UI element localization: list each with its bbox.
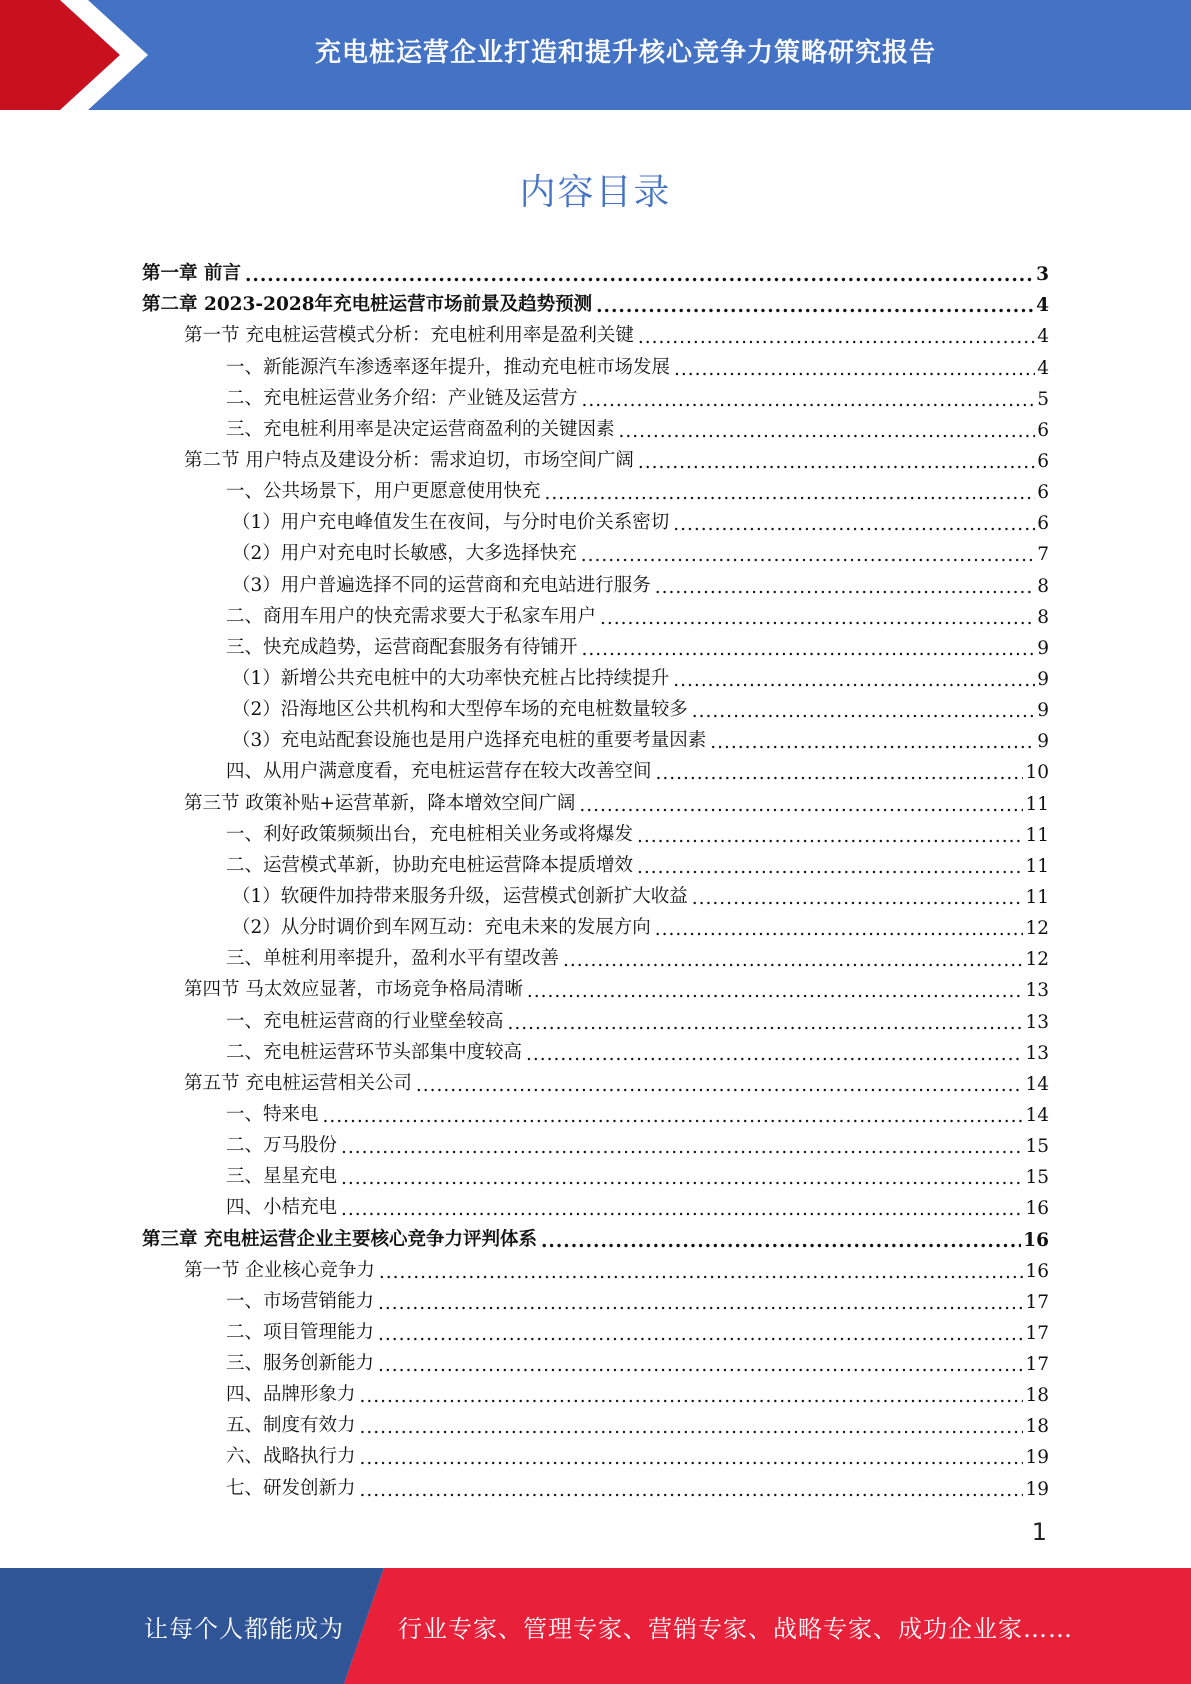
toc-entry-label: （3）充电站配套设施也是用户选择充电桩的重要考量因素 [232, 730, 707, 752]
toc-entry-label: 一、充电桩运营商的行业壁垒较高 [226, 1010, 504, 1032]
toc-leader-dots [596, 291, 1034, 313]
toc-entry[interactable] [142, 1064, 1049, 1095]
toc-entry-label: （2）沿海地区公共机构和大型停车场的充电桩数量较多 [232, 699, 688, 721]
toc-entry[interactable] [142, 1033, 1049, 1064]
toc-leader-dots [600, 603, 1035, 625]
toc-entry-page: 14 [1025, 1073, 1049, 1095]
toc-entry-label: （2）从分时调价到车网互动：充电未来的发展方向 [232, 917, 651, 939]
toc-entry-page: 10 [1025, 762, 1049, 784]
toc-entry[interactable] [142, 1375, 1049, 1406]
toc-leader-dots [692, 883, 1024, 905]
toc-entry-page: 8 [1037, 575, 1049, 597]
toc-entry[interactable] [142, 815, 1049, 846]
toc-entry-page: 16 [1023, 1229, 1049, 1251]
toc-entry[interactable] [142, 659, 1049, 690]
table-of-contents [142, 254, 1049, 1500]
toc-leader-dots [527, 976, 1024, 998]
toc-leader-dots [673, 509, 1035, 531]
toc-leader-dots [674, 354, 1035, 376]
toc-entry-label: 二、项目管理能力 [226, 1321, 375, 1343]
toc-entry[interactable] [142, 441, 1049, 472]
toc-leader-dots [692, 696, 1035, 718]
toc-entry-page: 14 [1025, 1104, 1049, 1126]
toc-entry[interactable] [142, 970, 1049, 1001]
toc-entry-page: 16 [1025, 1260, 1049, 1282]
toc-entry[interactable] [142, 285, 1049, 316]
toc-leader-dots [710, 727, 1035, 749]
toc-entry-page: 3 [1036, 264, 1049, 286]
toc-entry-label: 第三章 充电桩运营企业主要核心竞争力评判体系 [142, 1228, 537, 1250]
toc-entry-page: 13 [1025, 980, 1049, 1002]
header-arrow-decoration [0, 0, 150, 110]
toc-entry[interactable] [142, 1282, 1049, 1313]
toc-entry-page: 11 [1025, 824, 1049, 846]
toc-entry-page: 19 [1025, 1478, 1049, 1500]
toc-entry-page: 4 [1036, 295, 1049, 317]
toc-entry[interactable] [142, 846, 1049, 877]
toc-entry-label: 四、从用户满意度看，充电桩运营存在较大改善空间 [226, 761, 652, 783]
toc-leader-dots [582, 385, 1036, 407]
toc-entry-label: 一、公共场景下，用户更愿意使用快充 [226, 481, 541, 503]
footer-slogan-left: 让每个人都能成为 [144, 1614, 344, 1643]
toc-entry[interactable] [142, 1313, 1049, 1344]
footer-slogan-right: 行业专家、管理专家、营销专家、战略专家、成功企业家…… [398, 1614, 1073, 1643]
toc-entry-label: 第一章 前言 [142, 263, 241, 285]
toc-entry[interactable] [142, 1251, 1049, 1282]
toc-entry-page: 9 [1037, 700, 1049, 722]
toc-entry-label: 七、研发创新力 [226, 1477, 356, 1499]
toc-leader-dots [341, 1132, 1023, 1154]
toc-entry[interactable] [142, 565, 1049, 596]
toc-leader-dots [378, 1319, 1023, 1341]
toc-heading: 内容目录 [519, 172, 672, 213]
toc-entry[interactable] [142, 1157, 1049, 1188]
toc-leader-dots [619, 416, 1036, 438]
toc-entry-page: 7 [1037, 544, 1049, 566]
toc-entry[interactable] [142, 1188, 1049, 1219]
toc-entry-label: 二、万马股份 [226, 1135, 338, 1157]
toc-entry-page: 13 [1025, 1011, 1049, 1033]
toc-entry-label: （1）新增公共充电桩中的大功率快充桩占比持续提升 [232, 667, 670, 689]
toc-entry[interactable] [142, 316, 1049, 347]
toc-entry-label: 五、制度有效力 [226, 1415, 356, 1437]
toc-leader-dots [245, 260, 1034, 282]
toc-entry-page: 6 [1037, 482, 1049, 504]
toc-entry-page: 9 [1037, 637, 1049, 659]
toc-entry[interactable] [142, 752, 1049, 783]
toc-entry-label: 一、特来电 [226, 1103, 319, 1125]
toc-entry-page: 8 [1037, 606, 1049, 628]
toc-entry[interactable] [142, 472, 1049, 503]
toc-leader-dots [360, 1475, 1024, 1497]
toc-entry-label: 二、充电桩运营环节头部集中度较高 [226, 1041, 523, 1063]
toc-entry-page: 9 [1037, 731, 1049, 753]
toc-entry-page: 13 [1025, 1042, 1049, 1064]
toc-entry-page: 9 [1037, 668, 1049, 690]
report-title: 充电桩运营企业打造和提升核心竞争力策略研究报告 [314, 37, 936, 68]
toc-entry[interactable] [142, 379, 1049, 410]
toc-leader-dots [638, 447, 1035, 469]
toc-entry-label: 二、商用车用户的快充需求要大于私家车用户 [226, 605, 597, 627]
toc-entry-page: 18 [1025, 1385, 1049, 1407]
toc-entry-label: 二、充电桩运营业务介绍：产业链及运营方 [226, 387, 578, 409]
toc-entry-page: 16 [1025, 1198, 1049, 1220]
toc-leader-dots [508, 1008, 1024, 1030]
toc-leader-dots [581, 540, 1035, 562]
footer-banner [0, 1568, 1191, 1684]
toc-entry-page: 6 [1037, 513, 1049, 535]
toc-entry[interactable] [142, 939, 1049, 970]
toc-entry-label: 四、小桔充电 [226, 1197, 338, 1219]
toc-entry[interactable] [142, 1001, 1049, 1032]
toc-entry-page: 5 [1037, 388, 1049, 410]
toc-leader-dots [341, 1163, 1023, 1185]
toc-leader-dots [637, 852, 1023, 874]
toc-leader-dots [638, 322, 1035, 344]
toc-entry-label: （3）用户普遍选择不同的运营商和充电站进行服务 [232, 574, 651, 596]
toc-entry[interactable] [142, 783, 1049, 814]
toc-entry-label: 一、市场营销能力 [226, 1290, 375, 1312]
toc-entry[interactable] [142, 1126, 1049, 1157]
toc-leader-dots [379, 1257, 1024, 1279]
toc-entry-page: 15 [1025, 1136, 1049, 1158]
toc-entry-label: （2）用户对充电时长敏感，大多选择快充 [232, 543, 577, 565]
toc-entry-label: 第二节 用户特点及建设分析：需求迫切，市场空间广阔 [184, 449, 634, 471]
toc-leader-dots [545, 478, 1036, 500]
toc-entry-label: 第三节 政策补贴+运营革新，降本增效空间广阔 [184, 792, 576, 814]
toc-entry-label: 一、新能源汽车渗透率逐年提升，推动充电桩市场发展 [226, 356, 671, 378]
toc-entry-label: 三、星星充电 [226, 1166, 338, 1188]
toc-entry[interactable] [142, 690, 1049, 721]
toc-entry-label: 第二章 2023-2028年充电桩运营市场前景及趋势预测 [142, 294, 593, 316]
toc-entry-page: 11 [1025, 886, 1049, 908]
toc-leader-dots [655, 914, 1024, 936]
toc-leader-dots [416, 1070, 1024, 1092]
toc-leader-dots [378, 1350, 1023, 1372]
toc-entry-label: 三、单桩利用率提升，盈利水平有望改善 [226, 948, 560, 970]
toc-entry[interactable] [142, 1406, 1049, 1437]
toc-entry-label: 三、快充成趋势，运营商配套服务有待铺开 [226, 636, 578, 658]
toc-entry[interactable] [142, 628, 1049, 659]
toc-entry[interactable] [142, 1468, 1049, 1499]
toc-entry[interactable] [142, 908, 1049, 939]
toc-leader-dots [673, 665, 1035, 687]
toc-leader-dots [563, 945, 1023, 967]
toc-entry-label: 第一节 企业核心竞争力 [184, 1259, 375, 1281]
toc-entry-page: 11 [1025, 855, 1049, 877]
toc-entry-label: 三、充电桩利用率是决定运营商盈利的关键因素 [226, 418, 615, 440]
toc-entry-page: 17 [1025, 1291, 1049, 1313]
toc-entry-page: 19 [1025, 1447, 1049, 1469]
toc-entry-page: 6 [1037, 419, 1049, 441]
toc-leader-dots [360, 1412, 1024, 1434]
toc-leader-dots [526, 1039, 1023, 1061]
toc-leader-dots [360, 1443, 1024, 1465]
toc-entry[interactable] [142, 1344, 1049, 1375]
toc-leader-dots [637, 821, 1023, 843]
toc-entry[interactable] [142, 503, 1049, 534]
toc-leader-dots [541, 1226, 1021, 1248]
toc-leader-dots [378, 1288, 1023, 1310]
toc-entry-label: 三、服务创新能力 [226, 1353, 375, 1375]
toc-leader-dots [579, 790, 1023, 812]
page-number: 1 [1031, 1518, 1047, 1546]
toc-entry[interactable] [142, 534, 1049, 565]
toc-entry-label: 第四节 马太效应显著，市场竞争格局清晰 [184, 979, 523, 1001]
toc-entry[interactable] [142, 1437, 1049, 1468]
toc-leader-dots [341, 1194, 1023, 1216]
toc-entry[interactable] [142, 410, 1049, 441]
toc-leader-dots [582, 634, 1036, 656]
toc-entry-label: 四、品牌形象力 [226, 1384, 356, 1406]
toc-entry[interactable] [142, 254, 1049, 285]
toc-leader-dots [656, 758, 1024, 780]
toc-entry-label: 第五节 充电桩运营相关公司 [184, 1072, 412, 1094]
toc-entry-page: 4 [1037, 326, 1049, 348]
toc-entry-label: 一、利好政策频频出台，充电桩相关业务或将爆发 [226, 823, 634, 845]
toc-entry[interactable] [142, 1095, 1049, 1126]
toc-entry[interactable] [142, 877, 1049, 908]
toc-entry-page: 6 [1037, 450, 1049, 472]
toc-entry-page: 17 [1025, 1354, 1049, 1376]
toc-leader-dots [360, 1381, 1024, 1403]
toc-entry[interactable] [142, 721, 1049, 752]
toc-entry[interactable] [142, 347, 1049, 378]
toc-entry-page: 15 [1025, 1167, 1049, 1189]
toc-entry-label: 六、战略执行力 [226, 1446, 356, 1468]
toc-entry-label: 二、运营模式革新，协助充电桩运营降本提质增效 [226, 854, 634, 876]
toc-leader-dots [323, 1101, 1024, 1123]
toc-entry-page: 11 [1025, 793, 1049, 815]
toc-leader-dots [655, 572, 1035, 594]
toc-entry-page: 4 [1037, 357, 1049, 379]
toc-entry-label: 第一节 充电桩运营模式分析：充电桩利用率是盈利关键 [184, 325, 634, 347]
toc-entry-label: （1）软硬件加持带来服务升级，运营模式创新扩大收益 [232, 885, 688, 907]
toc-entry-page: 17 [1025, 1322, 1049, 1344]
toc-entry-label: （1）用户充电峰值发生在夜间，与分时电价关系密切 [232, 512, 670, 534]
toc-entry-page: 18 [1025, 1416, 1049, 1438]
report-header [0, 0, 1191, 110]
toc-entry[interactable] [142, 1219, 1049, 1250]
toc-entry-page: 12 [1025, 949, 1049, 971]
toc-entry[interactable] [142, 597, 1049, 628]
toc-entry-page: 12 [1025, 918, 1049, 940]
